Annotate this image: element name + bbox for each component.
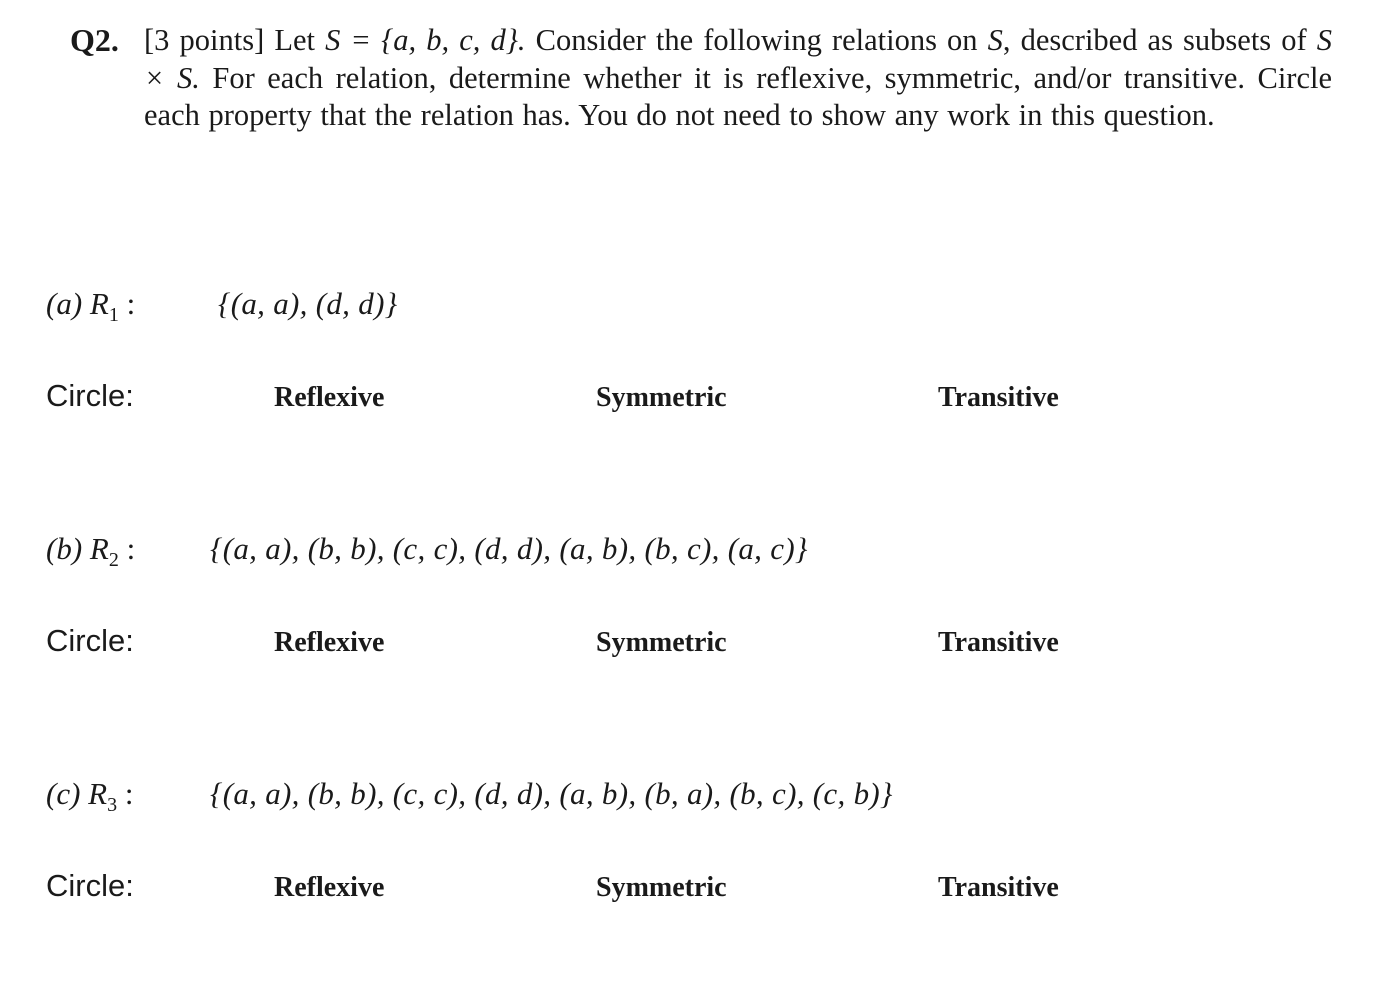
part-c-option-reflexive[interactable]: Reflexive	[274, 872, 385, 903]
part-a-colon: :	[126, 286, 136, 321]
part-a-subscript: 1	[108, 304, 119, 327]
question-block	[70, 22, 1332, 135]
part-c-option-symmetric[interactable]: Symmetric	[596, 872, 727, 903]
part-b-subscript: 2	[108, 549, 119, 572]
set-definition: = {a, b, c, d}.	[350, 23, 526, 57]
part-c-colon: :	[124, 776, 134, 811]
part-b-circle-label: Circle:	[46, 623, 134, 658]
part-a-circle-label: Circle:	[46, 378, 134, 413]
set-name-repeat: S	[987, 23, 1003, 57]
part-c-label	[46, 776, 133, 817]
question-instructions: For each relation, determine whether it is reflexive, symmetric, and/or transitive. Circle each property that the relation has. You do not need to show any work in this question.	[144, 60, 1333, 132]
set-name: S	[325, 23, 341, 57]
part-c-option-transitive[interactable]: Transitive	[938, 872, 1059, 903]
part-c-circle-label: Circle:	[46, 868, 134, 903]
part-c-relation: {(a, a), (b, b), (c, c), (d, d), (a, b), (b, a), (b, c), (c, b)}	[210, 776, 893, 811]
question-intro-c: , described as subsets of	[1002, 23, 1307, 57]
part-b-option-transitive[interactable]: Transitive	[938, 627, 1059, 658]
part-a-relation: {(a, a), (d, d)}	[218, 286, 398, 321]
part-a-option-reflexive[interactable]: Reflexive	[274, 382, 385, 413]
question-intro-b: Consider the following relations on	[535, 23, 978, 57]
part-c-label-text: (c) R	[46, 776, 108, 811]
part-b-colon: :	[126, 531, 136, 566]
question-text	[144, 22, 1332, 135]
part-a-option-symmetric[interactable]: Symmetric	[596, 382, 727, 413]
part-a-label	[46, 286, 135, 327]
question-points: [3 points]	[144, 23, 265, 57]
cartesian-product: S × S.	[144, 23, 1333, 95]
part-c-subscript: 3	[107, 794, 118, 817]
part-b-label-text: (b) R	[46, 531, 109, 566]
part-b-option-reflexive[interactable]: Reflexive	[274, 627, 385, 658]
part-b-option-symmetric[interactable]: Symmetric	[596, 627, 727, 658]
question-intro-a: Let	[274, 23, 315, 57]
part-a-option-transitive[interactable]: Transitive	[938, 382, 1059, 413]
part-b-label	[46, 531, 135, 572]
part-a-label-text: (a) R	[46, 286, 109, 321]
part-b-relation: {(a, a), (b, b), (c, c), (d, d), (a, b), (b, c), (a, c)}	[210, 531, 808, 566]
question-number: Q2.	[70, 22, 119, 58]
